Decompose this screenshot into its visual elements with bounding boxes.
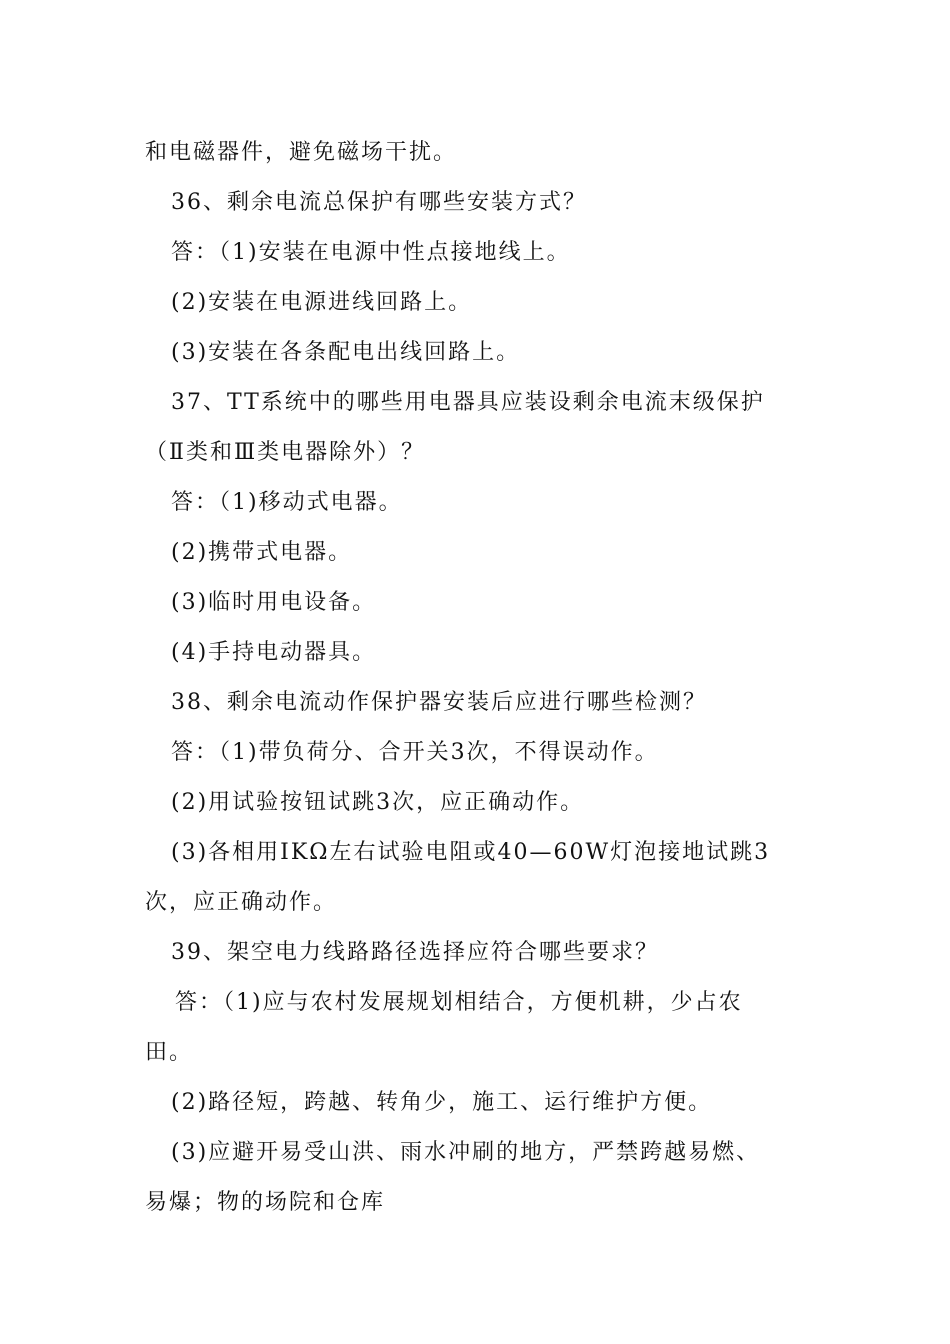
answer-39-item-1-continued: 田。	[145, 1040, 194, 1065]
answer-38-item-3: (3)各相用IKΩ左右试验电阻或40—60W灯泡接地试跳3	[171, 840, 771, 865]
answer-37-item-2: (2)携带式电器。	[171, 540, 353, 565]
answer-36-item-3: (3)安装在各条配电出线回路上。	[171, 340, 521, 365]
answer-37-item-3: (3)临时用电设备。	[171, 590, 377, 615]
answer-37-item-4: (4)手持电动器具。	[171, 640, 377, 665]
question-37-continued: （Ⅱ类和Ⅲ类电器除外）？	[145, 440, 426, 465]
question-38: 38、剩余电流动作保护器安装后应进行哪些检测？	[171, 690, 707, 715]
question-39: 39、架空电力线路路径选择应符合哪些要求？	[171, 940, 659, 965]
question-37: 37、TT系统中的哪些用电器具应装设剩余电流末级保护	[171, 390, 765, 415]
answer-39-item-1: 答：（1)应与农村发展规划相结合，方便机耕，少占农	[175, 990, 743, 1015]
answer-36-item-2: (2)安装在电源进线回路上。	[171, 290, 473, 315]
question-36: 36、剩余电流总保护有哪些安装方式？	[171, 190, 587, 215]
text-line-continuation: 和电磁器件，避免磁场干扰。	[145, 140, 458, 165]
answer-39-item-2: (2)路径短，跨越、转角少，施工、运行维护方便。	[171, 1090, 713, 1115]
answer-37-item-1: 答：（1)移动式电器。	[171, 490, 403, 515]
answer-38-item-2: (2)用试验按钮试跳3次，应正确动作。	[171, 790, 585, 815]
answer-38-item-3-continued: 次，应正确动作。	[145, 890, 338, 915]
document-body	[145, 128, 815, 1228]
answer-36-item-1: 答：（1)安装在电源中性点接地线上。	[171, 240, 571, 265]
answer-39-item-3-continued: 易爆；物的场院和仓库	[145, 1190, 386, 1215]
answer-38-item-1: 答：（1)带负荷分、合开关3次，不得误动作。	[171, 740, 659, 765]
answer-39-item-3: (3)应避开易受山洪、雨水冲刷的地方，严禁跨越易燃、	[171, 1140, 761, 1165]
